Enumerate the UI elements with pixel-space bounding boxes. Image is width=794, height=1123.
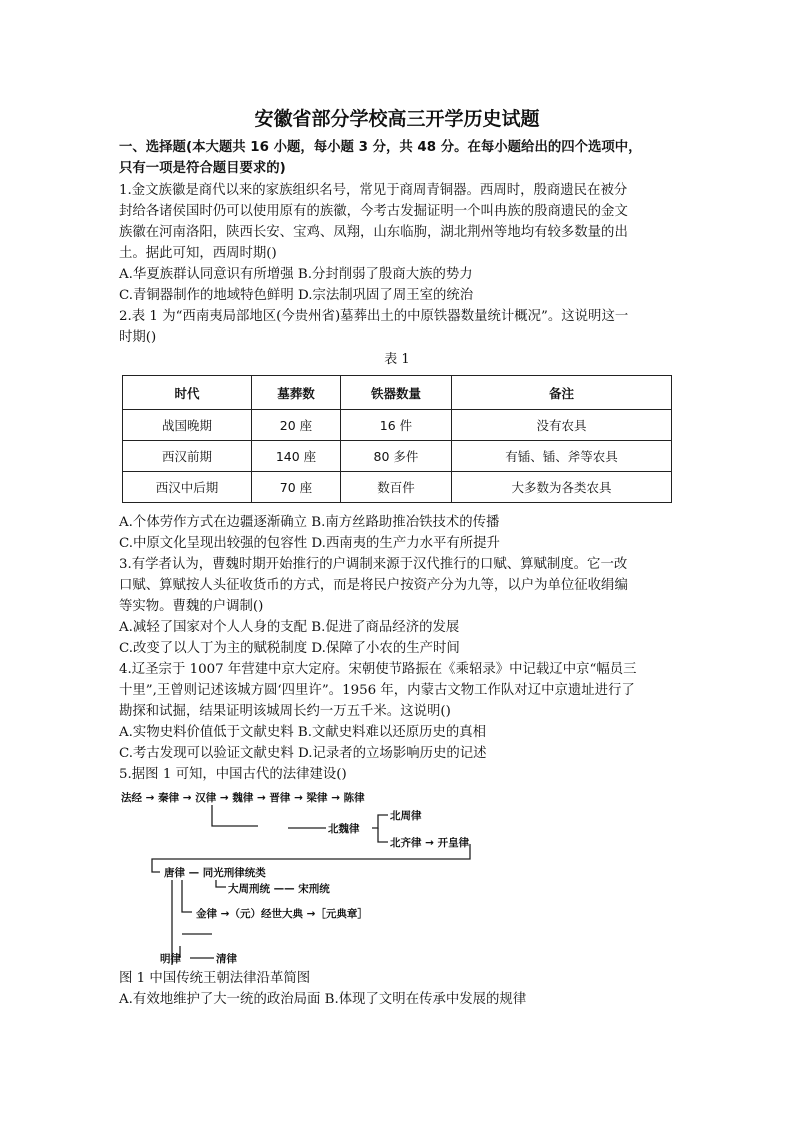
q2-stem-line-1: 2.表 1 为“西南夷局部地区(今贵州省)墓葬出土的中原铁器数量统计概况”。这说明这一 — [119, 309, 629, 324]
q5-options-ab: A.有效地维护了大一统的政治局面 B.体现了文明在传承中发展的规律 — [119, 992, 527, 1007]
q4-stem-line-2: 十里”,王曾则记述该城方圆‘四里许”。1956 年，内蒙古文物工作队对辽中京遗址进行了 — [119, 683, 635, 698]
table-cell: 80 多件 — [341, 441, 452, 472]
law-jin-row: 金律 →（元）经世大典 →［元典章］ — [196, 908, 368, 920]
table-row — [123, 441, 672, 472]
table-header-row — [123, 376, 672, 410]
section-heading-line-1: 一、选择题(本大题共 16 小题，每小题 3 分，共 48 分。在每小题给出的四个选项中， — [119, 140, 642, 155]
law-bei-zhou: 北周律 — [390, 810, 422, 822]
exam-title: 安徽省部分学校高三开学历史试题 — [254, 108, 540, 130]
table-row — [123, 410, 672, 441]
table-cell: 没有农具 — [452, 410, 672, 441]
law-bei-qi: 北齐律 → 开皇律 — [390, 837, 470, 849]
table-cell: 战国晚期 — [123, 410, 252, 441]
law-row-1: 法经 → 秦律 → 汉律 → 魏律 → 晋律 → 梁律 → 陈律 — [121, 792, 365, 804]
table-cell: 20 座 — [252, 410, 341, 441]
table-header-cell: 时代 — [123, 376, 252, 410]
table-row — [123, 472, 672, 503]
table-header-cell: 墓葬数 — [252, 376, 341, 410]
law-da-zhou: 大周刑统 —— 宋刑统 — [228, 883, 330, 895]
table-cell: 大多数为各类农具 — [452, 472, 672, 503]
law-bei-wei: 北魏律 — [328, 823, 360, 835]
q2-options-ab: A.个体劳作方式在边疆逐渐确立 B.南方丝路助推冶铁技术的传播 — [119, 515, 500, 530]
q2-stem-line-2: 时期() — [119, 330, 157, 345]
q4-options-cd: C.考古发现可以验证文献史料 D.记录者的立场影响历史的记述 — [119, 746, 487, 761]
q3-stem-line-2: 口赋、算赋按人头征收货币的方式，而是将民户按资产分为九等，以户为单位征收绢编 — [119, 578, 628, 593]
q1-options-cd: C.青铜器制作的地域特色鲜明 D.宗法制巩固了周王室的统治 — [119, 288, 474, 303]
q4-stem-line-1: 4.辽圣宗于 1007 年营建中京大定府。宋朝使节路振在《乘轺录》中记载辽中京“幅员三 — [119, 662, 637, 677]
table-cell: 70 座 — [252, 472, 341, 503]
q5-stem: 5.据图 1 可知，中国古代的法律建设() — [119, 767, 347, 782]
iron-ware-table — [122, 375, 672, 503]
table-cell: 16 件 — [341, 410, 452, 441]
table-header-cell: 备注 — [452, 376, 672, 410]
q1-options-ab: A.华夏族群认同意识有所增强 B.分封削弱了殷商大族的势力 — [119, 267, 473, 282]
section-heading-line-2: 只有一项是符合题目要求的) — [119, 161, 286, 176]
q1-stem-line-1: 1.金文族徽是商代以来的家族组织名号，常见于商周青铜器。西周时，殷商遗民在被分 — [119, 183, 628, 198]
q2-options-cd: C.中原文化呈现出较强的包容性 D.西南夷的生产力水平有所提升 — [119, 536, 500, 551]
table-header-cell: 铁器数量 — [341, 376, 452, 410]
q1-stem-line-4: 土。据此可知，西周时期() — [119, 246, 277, 261]
q3-options-cd: C.改变了以人丁为主的赋税制度 D.保障了小农的生产时间 — [119, 641, 460, 656]
table-cell: 有锸、锸、斧等农具 — [452, 441, 672, 472]
table-cell: 西汉中后期 — [123, 472, 252, 503]
q4-stem-line-3: 勘探和试掘，结果证明该城周长约一万五千米。这说明() — [119, 704, 451, 719]
law-qing: 清律 — [216, 953, 237, 965]
table-cell: 西汉前期 — [123, 441, 252, 472]
figure-caption: 图 1 中国传统王朝法律沿革简图 — [119, 971, 311, 986]
q4-options-ab: A.实物史料价值低于文献史料 B.文献史料难以还原历史的真相 — [119, 725, 487, 740]
q3-stem-line-3: 等实物。曹魏的户调制() — [119, 599, 264, 614]
q3-stem-line-1: 3.有学者认为，曹魏时期开始推行的户调制来源于汉代推行的口赋、算赋制度。它一改 — [119, 557, 628, 572]
table-caption: 表 1 — [384, 352, 410, 367]
law-ming: 明律 — [160, 953, 181, 965]
table-cell: 140 座 — [252, 441, 341, 472]
q1-stem-line-2: 封给各诸侯国时仍可以使用原有的族徽，今考古发掘证明一个叫冉族的殷商遗民的金文 — [119, 204, 628, 219]
law-tang-row: 唐律 — 同光刑律统类 — [164, 867, 266, 879]
table-cell: 数百件 — [341, 472, 452, 503]
q3-options-ab: A.减轻了国家对个人人身的支配 B.促进了商品经济的发展 — [119, 620, 460, 635]
q1-stem-line-3: 族徽在河南洛阳，陕西长安、宝鸡、凤翔，山东临朐，湖北荆州等地均有较多数量的出 — [119, 225, 628, 240]
